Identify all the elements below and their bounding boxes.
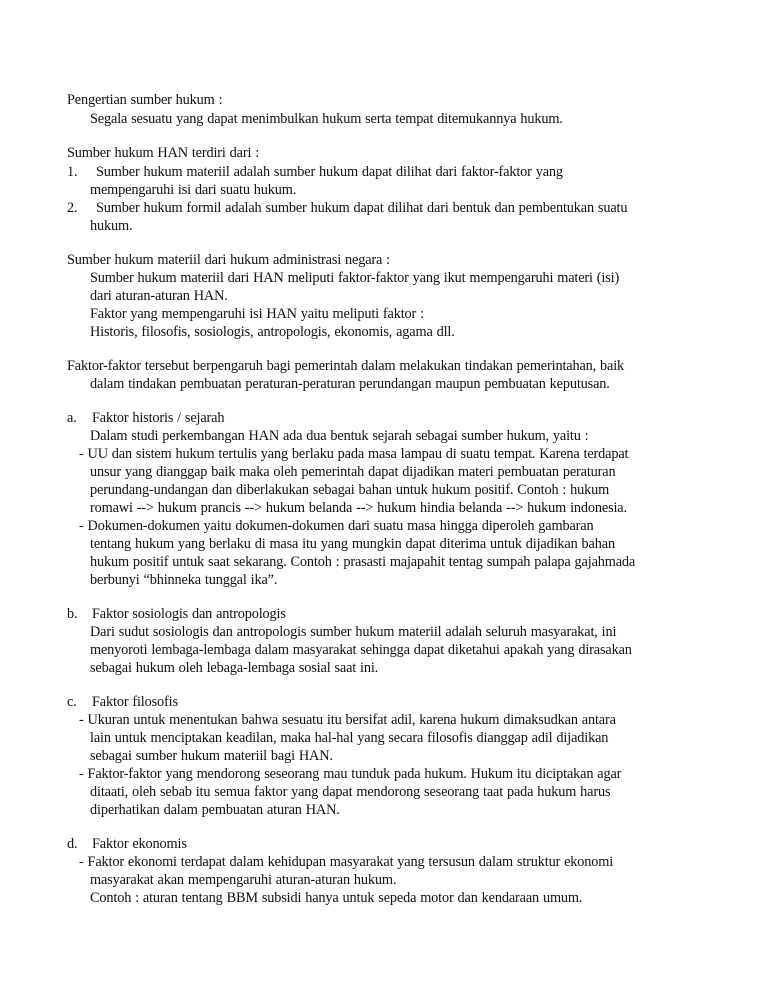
paragraph-line: Dalam studi perkembangan HAN ada dua bentuk sejarah sebagai sumber hukum, yaitu :: [90, 428, 589, 444]
list-item-text: mempengaruhi isi dari suatu hukum.: [90, 182, 297, 198]
list-item: [67, 199, 627, 217]
paragraph-line: Faktor yang mempengaruhi isi HAN yaitu meliputi faktor :: [90, 306, 424, 322]
bullet-line: - Ukuran untuk menentukan bahwa sesuatu itu bersifat adil, karena hukum dimaksudkan antara: [79, 712, 616, 728]
paragraph-line: dari aturan-aturan HAN.: [90, 288, 228, 304]
bullet-line: diperhatikan dalam pembuatan aturan HAN.: [90, 802, 340, 818]
bullet-line: perundang-undangan dan diberlakukan sebagai bahan untuk hukum positif. Contoh : hukum: [90, 482, 610, 498]
bullet-line: sebagai sumber hukum materiil bagi HAN.: [90, 748, 333, 764]
list-item-text: Sumber hukum materiil adalah sumber hukum dapat dilihat dari faktor-faktor yang: [96, 164, 563, 180]
subsection-label: c.: [67, 694, 77, 710]
list-item: [67, 163, 563, 181]
heading-sumber-materiil: Sumber hukum materiil dari hukum administrasi negara :: [67, 252, 390, 268]
list-item-text: hukum.: [90, 218, 133, 234]
paragraph-line: Dari sudut sosiologis dan antropologis sumber hukum materiil adalah seluruh masyarakat, ini: [90, 624, 617, 640]
subsection-label: d.: [67, 836, 78, 852]
bullet-line: - UU dan sistem hukum tertulis yang berlaku pada masa lampau di suatu tempat. Karena terdapat: [79, 446, 629, 462]
subsection-title: Faktor historis / sejarah: [92, 410, 225, 426]
subsection-heading-filosofis: [67, 693, 178, 711]
paragraph-line: Faktor-faktor tersebut berpengaruh bagi pemerintah dalam melakukan tindakan pemerintahan, baik: [67, 358, 625, 374]
subsection-label: b.: [67, 606, 78, 622]
subsection-heading-sosiologis: [67, 605, 286, 623]
bullet-line: romawi --> hukum prancis --> hukum belanda --> hukum hindia belanda --> hukum indonesia.: [90, 500, 627, 516]
bullet-line: berbunyi “bhinneka tunggal ika”.: [90, 572, 278, 588]
paragraph-line: Historis, filosofis, sosiologis, antropologis, ekonomis, agama dll.: [90, 324, 455, 340]
subsection-heading-historis: [67, 409, 224, 427]
subsection-title: Faktor ekonomis: [92, 836, 187, 852]
subsection-title: Faktor filosofis: [92, 694, 178, 710]
paragraph-line: Contoh : aturan tentang BBM subsidi hanya untuk sepeda motor dan kendaraan umum.: [90, 890, 583, 906]
heading-pengertian: Pengertian sumber hukum :: [67, 92, 223, 108]
list-item-text: Sumber hukum formil adalah sumber hukum dapat dilihat dari bentuk dan pembentukan suatu: [96, 200, 628, 216]
heading-sumber-han: Sumber hukum HAN terdiri dari :: [67, 145, 260, 161]
list-number: 2.: [67, 200, 78, 216]
bullet-line: ditaati, oleh sebab itu semua faktor yang dapat mendorong seseorang taat pada hukum harus: [90, 784, 611, 800]
subsection-heading-ekonomis: [67, 835, 187, 853]
paragraph-line: sebagai hukum oleh lebaga-lembaga sosial saat ini.: [90, 660, 379, 676]
bullet-line: - Faktor-faktor yang mendorong seseorang mau tunduk pada hukum. Hukum itu diciptakan agar: [79, 766, 622, 782]
bullet-line: unsur yang dianggap baik maka oleh pemerintah dapat dijadikan materi pembuatan peraturan: [90, 464, 616, 480]
bullet-line: hukum positif untuk saat sekarang. Contoh : prasasti majapahit tentag sumpah palapa gajahmada: [90, 554, 636, 570]
paragraph-line: Segala sesuatu yang dapat menimbulkan hukum serta tempat ditemukannya hukum.: [90, 111, 563, 127]
subsection-label: a.: [67, 410, 77, 426]
paragraph-line: Sumber hukum materiil dari HAN meliputi faktor-faktor yang ikut mempengaruhi materi (isi): [90, 270, 620, 286]
bullet-line: lain untuk menciptakan keadilan, maka hal-hal yang secara filosofis dianggap adil dijadikan: [90, 730, 609, 746]
subsection-title: Faktor sosiologis dan antropologis: [92, 606, 286, 622]
paragraph-line: dalam tindakan pembuatan peraturan-peraturan perundangan maupun pembuatan keputusan.: [90, 376, 610, 392]
bullet-line: - Dokumen-dokumen yaitu dokumen-dokumen dari suatu masa hingga diperoleh gambaran: [79, 518, 594, 534]
paragraph-line: menyoroti lembaga-lembaga dalam masyarakat sehingga dapat diketahui apakah yang dirasakan: [90, 642, 632, 658]
list-number: 1.: [67, 164, 78, 180]
bullet-line: - Faktor ekonomi terdapat dalam kehidupan masyarakat yang tersusun dalam struktur ekonomi: [79, 854, 614, 870]
bullet-line: tentang hukum yang berlaku di masa itu yang mungkin dapat diterima untuk dijadikan bahan: [90, 536, 615, 552]
bullet-line: masyarakat akan mempengaruhi aturan-aturan hukum.: [90, 872, 397, 888]
